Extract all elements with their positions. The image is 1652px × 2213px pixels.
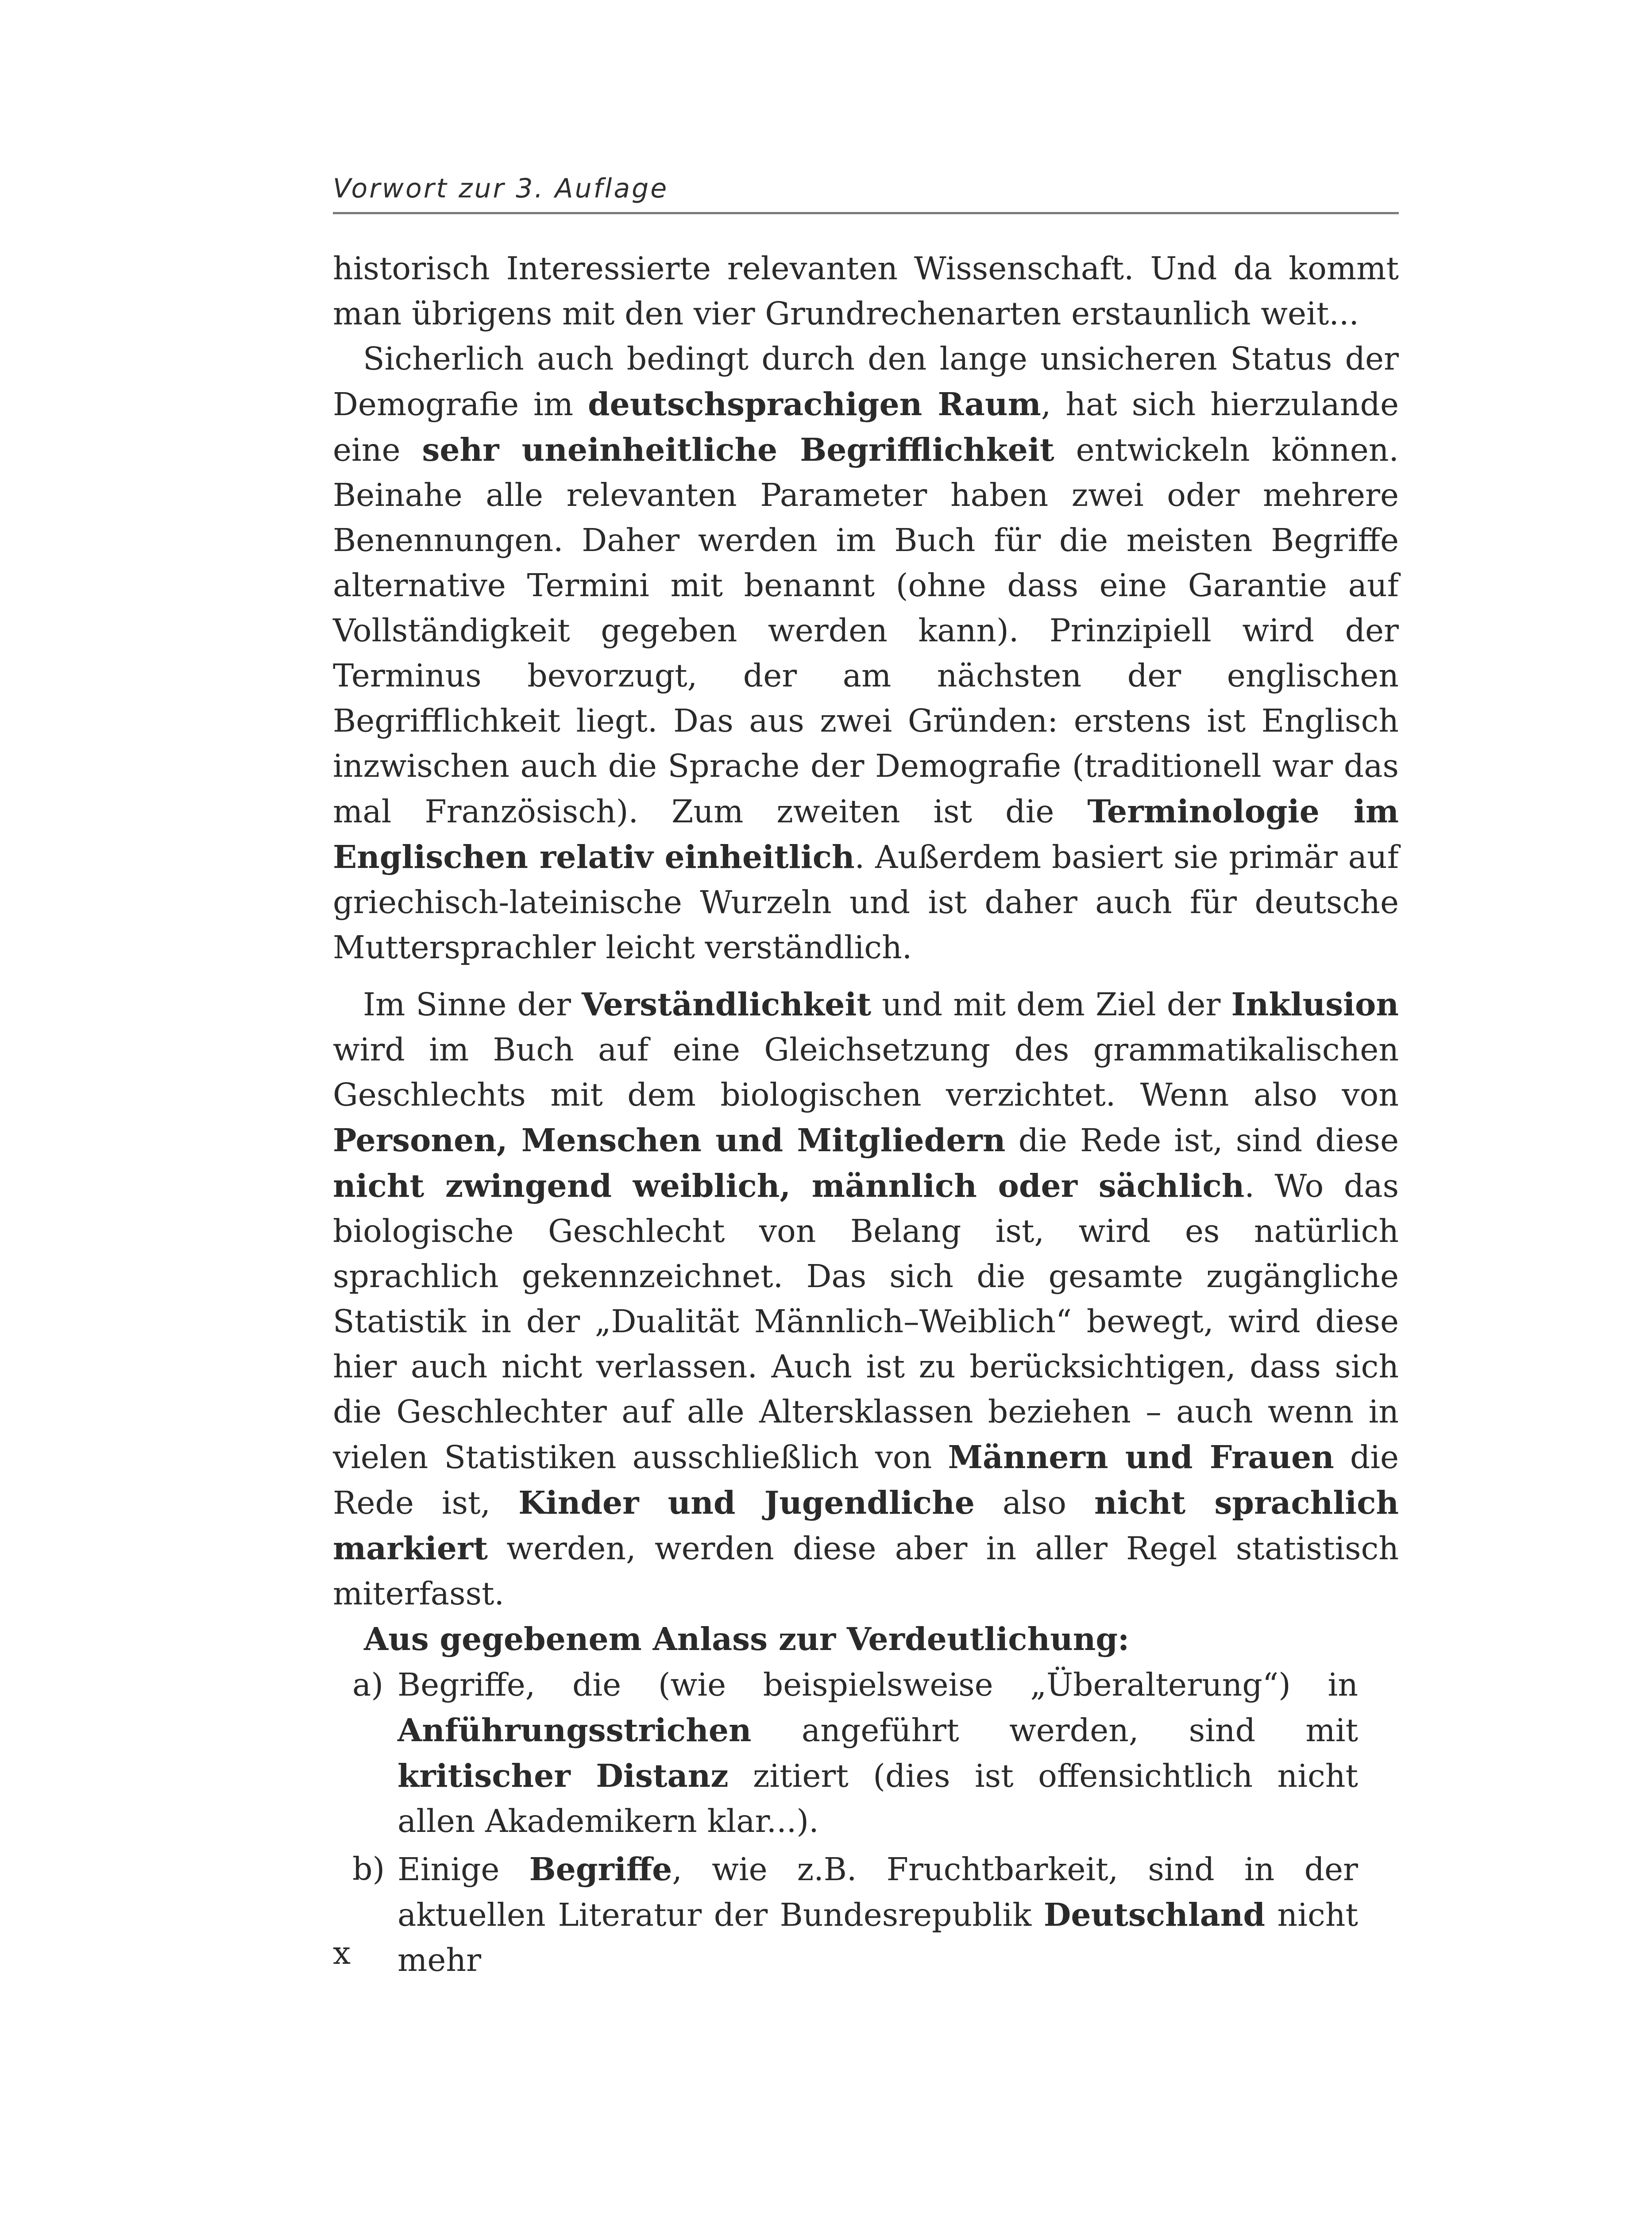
list-lead-heading: Aus gegebenem Anlass zur Verdeutlichung: (364, 1620, 1130, 1658)
paragraph-3-text-6: die Rede ist, (333, 1439, 1399, 1521)
emphasis-deutschsprachigen-raum: deutschsprachigen Raum (587, 386, 1041, 423)
item-b-text-3: nicht mehr (398, 1897, 1358, 1978)
emphasis-nicht-markiert: nicht sprachlich markiert (333, 1484, 1399, 1567)
item-a-text-3: zitiert (dies ist offensichtlich nicht allen Akademikern klar...). (398, 1758, 1358, 1839)
paragraph-1 (333, 246, 1399, 336)
emphasis-maennern-frauen: Männern und Frauen (948, 1438, 1334, 1476)
item-a-text-2: angeführt werden, sind mit (751, 1712, 1358, 1749)
paragraph-3-text-8: werden, werden diese aber in aller Regel statistisch miterfasst. (333, 1530, 1399, 1612)
header-rule (333, 212, 1399, 214)
page-number: x (333, 1935, 351, 1971)
list-item-b (333, 1847, 1358, 1983)
emphasis-anfuehrungsstrichen: Anführungsstrichen (398, 1712, 752, 1749)
clarification-list (333, 1662, 1399, 1983)
paragraph-3-text-3: wird im Buch auf eine Gleichsetzung des grammatikalischen Geschlechts mit dem biologischen verzichtet. Wenn also von (333, 1031, 1399, 1113)
emphasis-uneinheitliche-begrifflichkeit: sehr uneinheitliche Begrifflichkeit (422, 431, 1054, 468)
emphasis-deutschland: Deutschland (1043, 1896, 1265, 1933)
emphasis-personen-menschen-mitglieder: Personen, Menschen und Mitgliedern (333, 1122, 1006, 1159)
paragraph-3-text-7: also (974, 1484, 1094, 1521)
emphasis-begriffe: Begriffe (529, 1851, 672, 1888)
emphasis-kinder-jugendliche: Kinder und Jugendliche (518, 1484, 975, 1521)
paragraph-3-text-1: Im Sinne der (363, 986, 582, 1023)
body-text (333, 246, 1399, 1986)
paragraph-2-text-4: . Außerdem basiert sie primär auf griechisch-lateinische Wurzeln und ist daher auch für deutsche Muttersprachler leicht verständlich. (333, 839, 1399, 966)
paragraph-2-text-2: , hat sich hierzulande eine (333, 386, 1399, 468)
emphasis-nicht-zwingend: nicht zwingend weiblich, männlich oder sächlich (333, 1167, 1245, 1204)
emphasis-kritischer-distanz: kritischer Distanz (398, 1757, 729, 1794)
paragraph-1-text: historisch Interessierte relevanten Wissenschaft. Und da kommt man übrigens mit den vier Grundrechenarten erstaunlich weit... (333, 250, 1399, 332)
paragraph-3-text-2: und mit dem Ziel der (871, 986, 1231, 1023)
item-b-text-2: , wie z.B. Fruchtbarkeit, sind in der aktuellen Literatur der Bundesrepublik (398, 1851, 1358, 1933)
item-b-text-1: Einige (398, 1851, 529, 1888)
paragraph-2 (333, 336, 1399, 970)
list-marker-b: b) (352, 1851, 385, 1887)
paragraph-3-text-4: die Rede ist, sind diese (1005, 1122, 1399, 1159)
item-a-text-1: Begriffe, die (wie beispielsweise „Überalterung“) in (398, 1666, 1358, 1703)
emphasis-terminologie-einheitlich: Terminologie im Englischen relativ einheitlich (333, 793, 1399, 875)
paragraph-3 (333, 982, 1399, 1616)
list-marker-a: a) (352, 1666, 384, 1703)
running-head: Vorwort zur 3. Auflage (333, 173, 669, 204)
list-item-a (333, 1662, 1358, 1844)
emphasis-inklusion: Inklusion (1231, 986, 1399, 1023)
paragraph-2-text-3: entwickeln können. Beinahe alle relevanten Parameter haben zwei oder mehrere Benennungen. Daher werden im Buch für die meisten Begriffe alternative Termini mit benannt (ohne dass eine Garantie auf Vollständigkeit gegeben werden kann). Prinzipiell wird der Terminus bevorzugt, der am nächsten der englischen Begrifflichkeit liegt. Das aus zwei Gründen: erstens ist Englisch inzwischen auch die Sprache der Demografie (traditionell war das mal Französisch). Zum zweiten ist die (333, 432, 1399, 830)
paragraph-2-text-1: Sicherlich auch bedingt durch den lange unsicheren Status der Demografie im (333, 340, 1399, 423)
emphasis-verstaendlichkeit: Verständlichkeit (582, 986, 872, 1023)
paragraph-3-text-5: . Wo das biologische Geschlecht von Belang ist, wird es natürlich sprachlich gekennzeichnet. Das sich die gesamte zugängliche Statistik in der „Dualität Männlich–Weiblich“ bewegt, wird diese hier auch nicht verlassen. Auch ist zu berücksichtigen, dass sich die Geschlechter auf alle Altersklassen beziehen – auch wenn in vielen Statistiken ausschließlich von (333, 1168, 1399, 1476)
